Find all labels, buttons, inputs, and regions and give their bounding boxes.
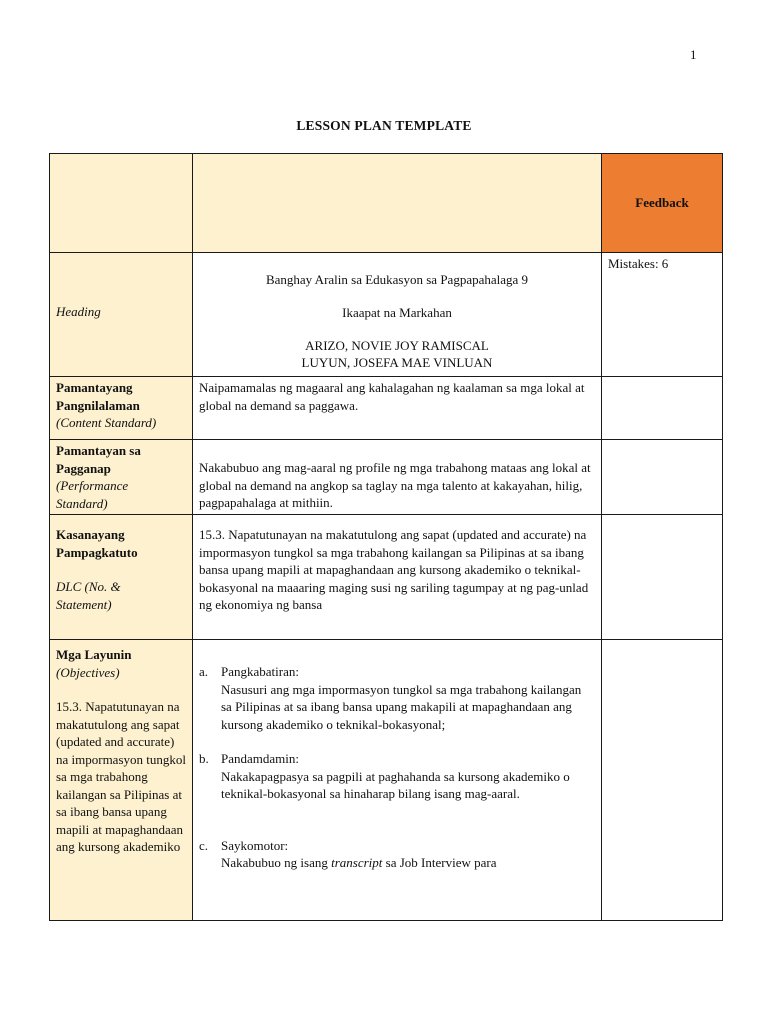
heading-label: Heading	[56, 304, 101, 319]
objectives-feedback-cell	[602, 640, 723, 921]
heading-label-cell	[50, 253, 193, 377]
heading-feedback-cell: Mistakes: 6	[602, 253, 723, 377]
objective-body-text: Nakabubuo ng isang	[221, 855, 332, 870]
objective-item	[199, 750, 595, 768]
page-number: 1	[690, 47, 697, 62]
content-standard-text: Naipamamalas ng magaaral ang kahalagahan ng kaalaman sa mga lokal at global na demand sa paggawa.	[193, 377, 602, 440]
table-row-content-standard	[50, 377, 723, 440]
performance-standard-label-cell	[50, 440, 193, 515]
objective-body-italic: transcript	[331, 855, 383, 870]
objective-body: Nakakapagpasya sa pagpili at paghahanda sa kursong akademiko o teknikal-bokasyonal sa hinaharap bilang isang mag-aaral.	[221, 768, 570, 801]
heading-content-cell	[193, 253, 602, 377]
content-standard-label: Pangnilalaman	[56, 397, 140, 413]
subject-title: Banghay Aralin sa Edukasyon sa Pagpapahalaga 9	[265, 272, 529, 287]
content-standard-label: Pamantayang	[56, 380, 133, 395]
objectives-label: Mga Layunin	[56, 647, 132, 662]
table-row-heading	[50, 253, 723, 377]
objectives-label-english: (Objectives)	[56, 664, 120, 680]
dlc-label: Pampagkatuto	[56, 544, 138, 560]
objective-item	[199, 663, 595, 681]
header-blank-cell	[193, 154, 602, 253]
content-standard-label-english: (Content Standard)	[56, 415, 157, 430]
document-title: LESSON PLAN TEMPLATE	[296, 118, 472, 133]
feedback-header: Feedback	[602, 154, 723, 253]
dlc-label: Kasanayang	[56, 527, 125, 542]
objective-item	[199, 837, 595, 855]
performance-standard-label-english: (Performance	[56, 478, 129, 493]
dlc-label-english: Statement)	[56, 596, 112, 612]
dlc-label-cell	[50, 515, 193, 640]
lesson-plan-table	[49, 153, 723, 921]
author-name: LUYUN, JOSEFA MAE VINLUAN	[301, 355, 493, 370]
objectives-cell	[193, 640, 602, 921]
objective-body	[199, 854, 595, 872]
performance-standard-label: Pagganap	[56, 460, 111, 476]
content-standard-feedback-cell	[602, 377, 723, 440]
table-header-row	[50, 154, 723, 253]
table-row-dlc	[50, 515, 723, 640]
objective-letter: c.	[199, 837, 209, 853]
performance-standard-text: Nakabubuo ang mag-aaral ng profile ng mga trabahong mataas ang lokal at global na demand na angkop sa taglay na mga talento at kakayahan, hilig, pagpapahalaga at mithiin.	[199, 460, 591, 510]
dlc-text: 15.3. Napatutunayan na makatutulong ang sapat (updated and accurate) na impormasyon tungkol sa mga trabahong kailangan sa Pilipinas at sa ibang bansa upang mapili at mapaghandaan ang kursong akademiko o teknikal-bokasyonal na maaaring maging susi ng sariling tagumpay at ng pag-unlad ng ekonomiya ng bansa	[199, 527, 589, 612]
header-blank-cell	[50, 154, 193, 253]
performance-standard-label: Pamantayan sa	[56, 443, 141, 458]
objective-letter: a.	[199, 664, 209, 679]
objective-letter: b.	[199, 751, 209, 766]
objective-body-text: sa Job Interview para	[382, 855, 497, 870]
objectives-label-cell	[50, 640, 193, 921]
objective-body: Nasusuri ang mga impormasyon tungkol sa mga trabahong kailangan sa Pilipinas at sa ibang bansa upang makapili at mapaghandaan ang kursong akademiko o teknikal-bokasyonal;	[221, 681, 582, 732]
objective-title: Saykomotor:	[221, 837, 289, 853]
content-standard-label-cell	[50, 377, 193, 440]
performance-standard-cell	[193, 440, 602, 515]
dlc-feedback-cell	[602, 515, 723, 640]
table-row-performance-standard	[50, 440, 723, 515]
performance-standard-feedback-cell	[602, 440, 723, 515]
objective-title: Pandamdamin:	[221, 751, 299, 766]
objective-title: Pangkabatiran:	[221, 664, 299, 679]
dlc-cell	[193, 515, 602, 640]
objectives-competency-text: 15.3. Napatutunayan na makatutulong ang sapat (updated and accurate) na impormasyon tungkol sa mga trabahong kailangan sa Pilipinas at sa ibang bansa upang mapili at mapaghandaan ang kursong akademiko	[56, 699, 186, 854]
quarter-label: Ikaapat na Markahan	[342, 305, 452, 320]
table-row-objectives	[50, 640, 723, 921]
author-name: ARIZO, NOVIE JOY RAMISCAL	[305, 338, 489, 353]
performance-standard-label-english: Standard)	[56, 495, 108, 511]
dlc-label-english: DLC (No. &	[56, 579, 121, 594]
